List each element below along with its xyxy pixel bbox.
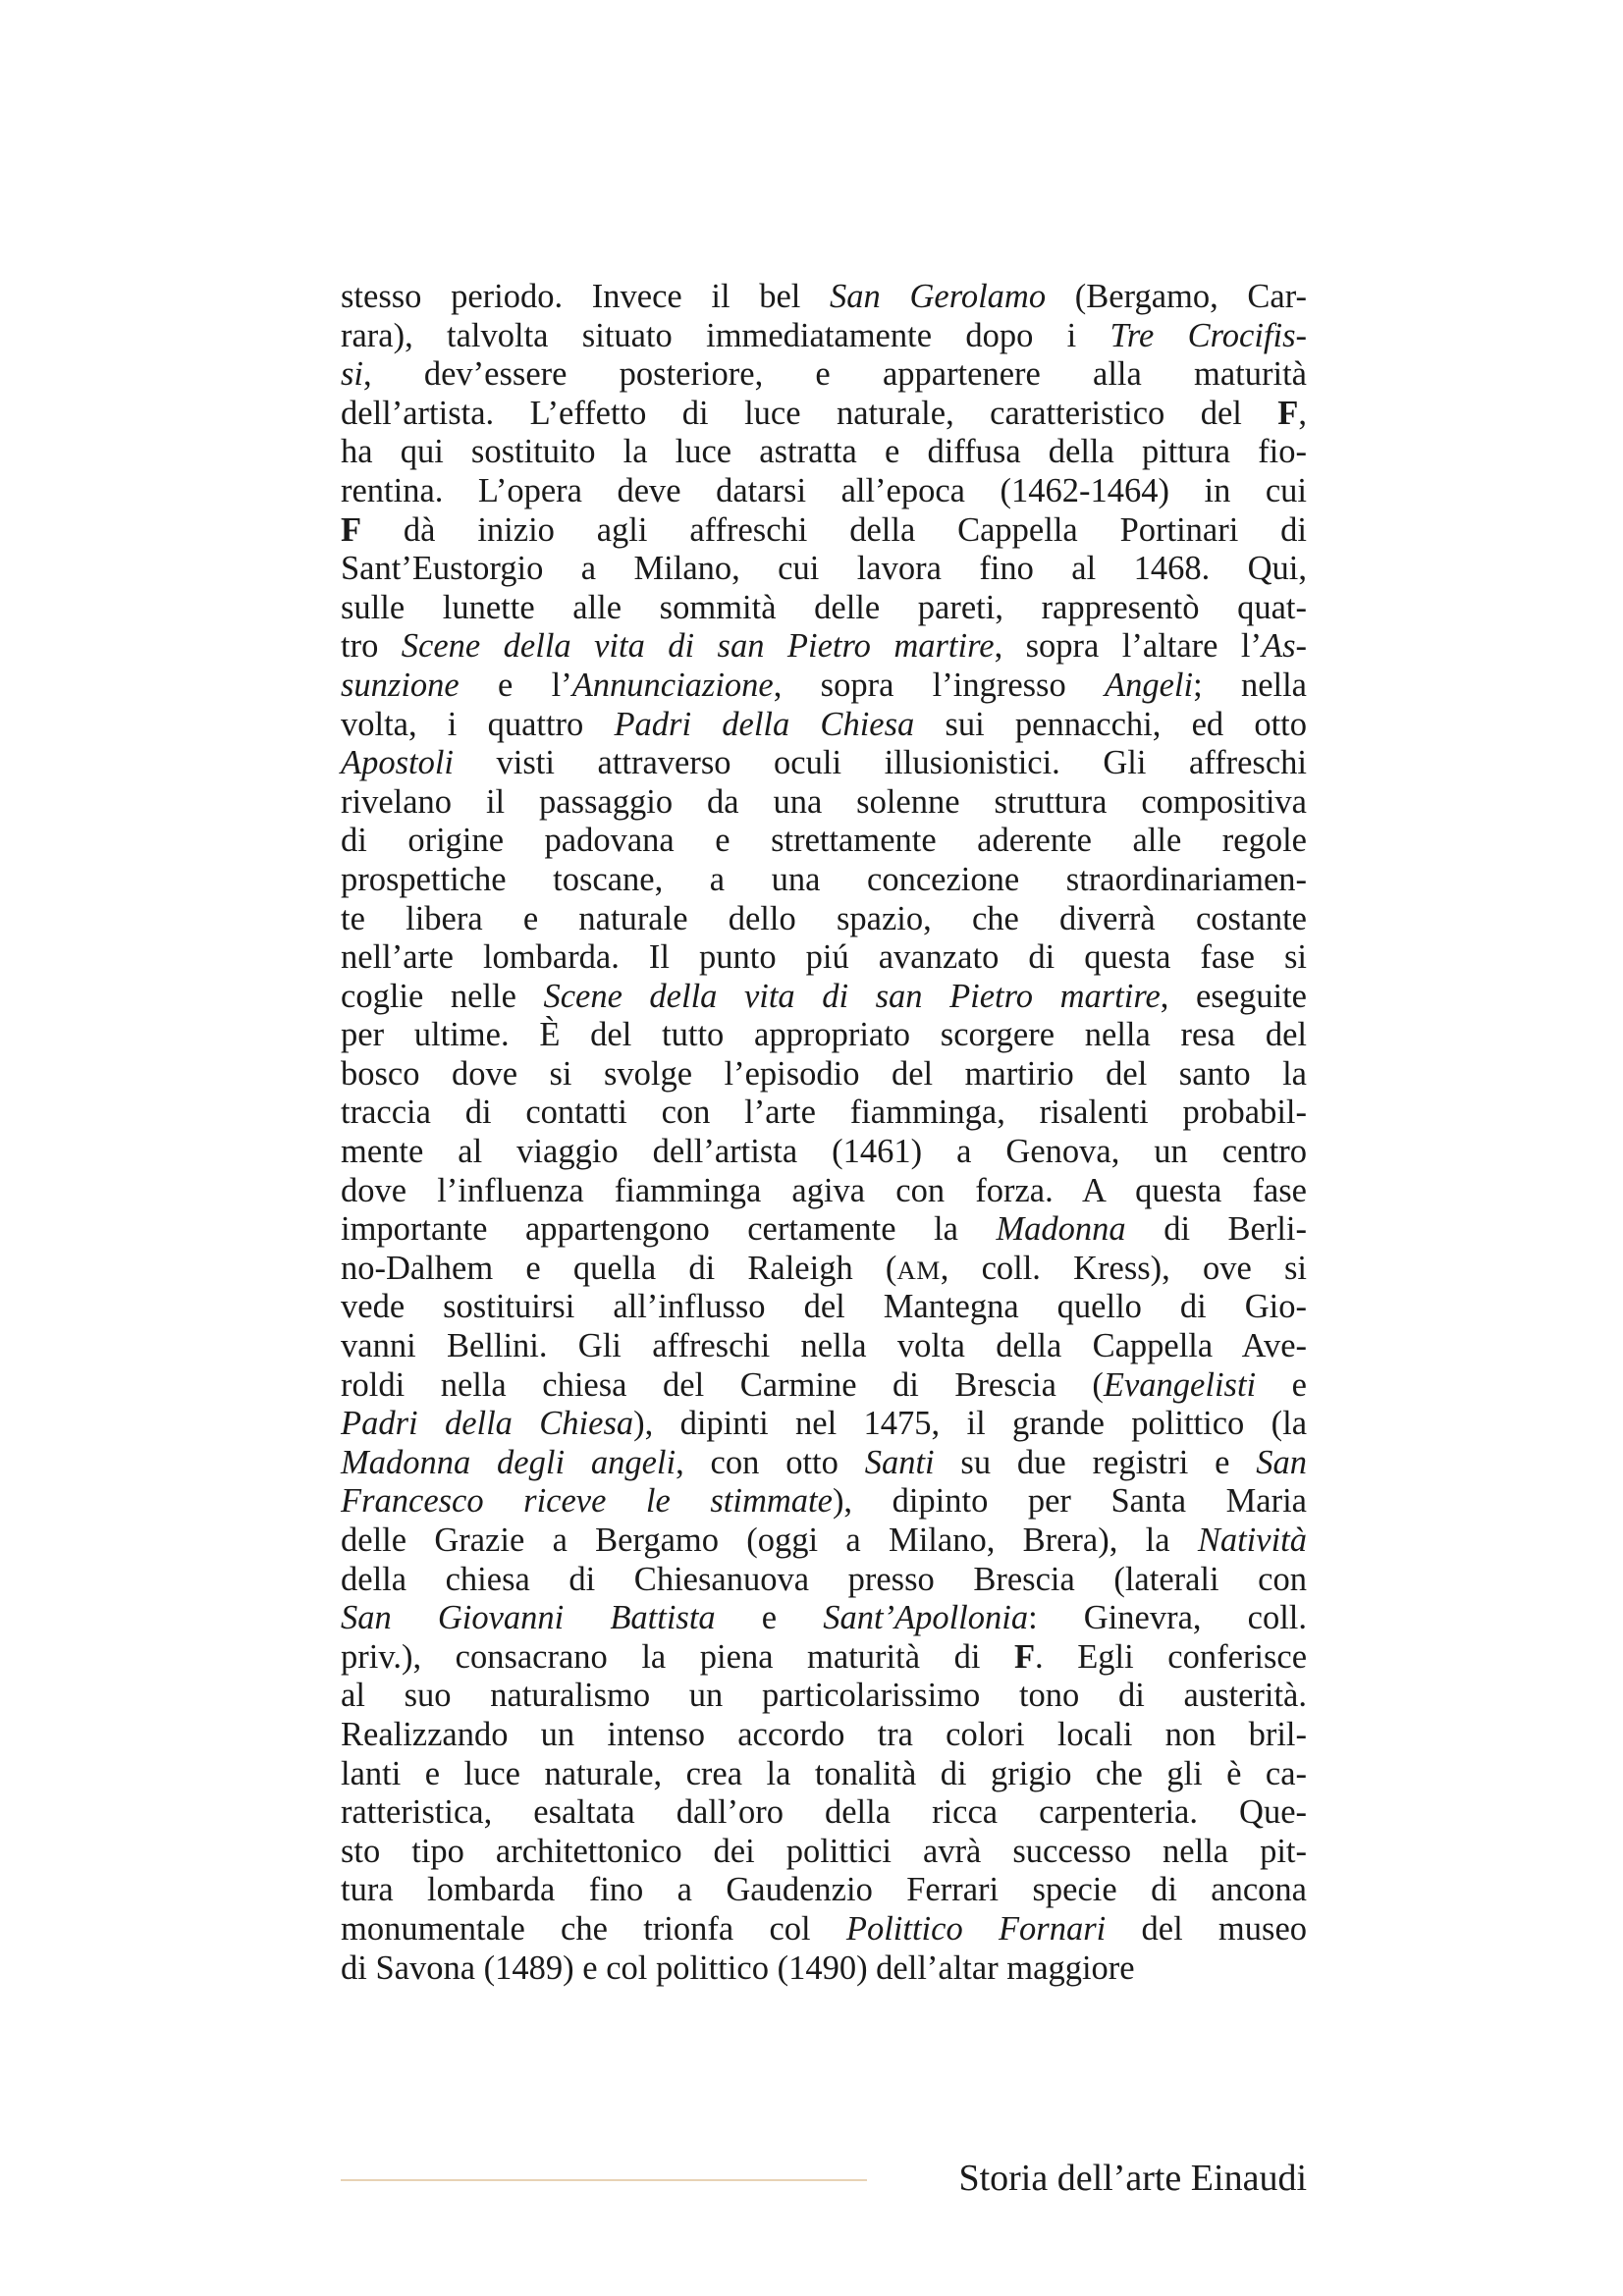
- text-segment: : Ginevra, coll.: [1028, 1599, 1307, 1637]
- text-segment: roldi nella chiesa del Carmine di Brescia (: [341, 1365, 1104, 1404]
- text-line: [341, 1910, 1307, 1949]
- text-line: [341, 1210, 1307, 1250]
- footer-rule: [341, 2179, 867, 2181]
- text-segment: tro: [341, 627, 402, 666]
- text-segment: tura lombarda fino a Gaudenzio Ferrari specie di ancona: [341, 1871, 1307, 1909]
- italic-segment: Padri della Chiesa: [341, 1405, 634, 1443]
- text-segment: vanni Bellini. Gli affreschi nella volta della Cappella Ave-: [341, 1327, 1307, 1365]
- italic-segment: Polittico Fornari: [845, 1909, 1107, 1948]
- text-line: [341, 822, 1307, 861]
- text-line: [341, 627, 1307, 667]
- bold-segment: F: [1013, 1637, 1036, 1676]
- italic-segment: San Gerolamo: [830, 278, 1047, 315]
- text-segment: ; nella: [1193, 666, 1307, 704]
- text-segment: bosco dove si svolge l’episodio del martirio del santo la: [341, 1054, 1307, 1093]
- text-segment: te libera e naturale dello spazio, che diverrà costante: [341, 899, 1307, 937]
- text-segment: sulle lunette alle sommità delle pareti, rappresentò quat-: [341, 588, 1307, 626]
- text-segment: dà inizio agli affreschi della Cappella Portinari di: [361, 510, 1307, 549]
- italic-segment: As-: [1262, 627, 1308, 666]
- text-segment: visti attraverso oculi illusionistici. Gli affreschi: [454, 744, 1307, 782]
- text-line: [341, 1522, 1307, 1561]
- text-line: [341, 938, 1307, 978]
- italic-segment: Tre Crocifis-: [1109, 316, 1307, 354]
- text-segment: ), dipinti nel 1475, il grande polittico (la: [633, 1405, 1308, 1443]
- text-line: [341, 433, 1307, 472]
- italic-segment: Annunciazione: [571, 666, 774, 704]
- text-line: [341, 1482, 1307, 1522]
- smallcaps-segment: AM: [896, 1255, 941, 1285]
- text-line: [341, 1288, 1307, 1327]
- text-segment: , sopra l’altare l’: [994, 627, 1263, 666]
- text-line: [341, 472, 1307, 511]
- footer-title: Storia dell’arte Einaudi: [958, 2158, 1307, 2199]
- text-line: [341, 1793, 1307, 1833]
- text-segment: stesso periodo. Invece il bel: [341, 278, 831, 315]
- text-segment: ratteristica, esaltata dall’oro della ricca carpenteria. Que-: [341, 1793, 1307, 1832]
- text-segment: per ultime. È del tutto appropriato scorgere nella resa del: [341, 1016, 1307, 1054]
- italic-segment: Angeli: [1105, 666, 1194, 704]
- text-line: [341, 1327, 1307, 1366]
- text-line: [341, 1366, 1307, 1406]
- italic-segment: Francesco riceve le stimmate: [341, 1482, 833, 1521]
- text-segment: (Bergamo, Car-: [1046, 278, 1307, 315]
- text-segment: e: [1256, 1365, 1307, 1404]
- text-segment: di Berli-: [1125, 1210, 1307, 1249]
- text-line: [341, 978, 1307, 1017]
- text-segment: , sopra l’ingresso: [773, 666, 1106, 704]
- text-segment: rara), talvolta situato immediatamente dopo i: [341, 316, 1110, 354]
- text-line: [341, 783, 1307, 823]
- text-segment: priv.), consacrano la piena maturità di: [341, 1637, 1014, 1676]
- text-segment: ha qui sostituito la luce astratta e diffusa della pittura fio-: [341, 433, 1307, 471]
- text-line: [341, 744, 1307, 783]
- text-line: [341, 1094, 1307, 1133]
- text-segment: Sant’Eustorgio a Milano, cui lavora fino al 1468. Qui,: [341, 550, 1307, 588]
- text-segment: nell’arte lombarda. Il punto piú avanzato di questa fase si: [341, 938, 1307, 977]
- text-segment: della chiesa di Chiesanuova presso Brescia (laterali con: [341, 1560, 1307, 1598]
- text-line: [341, 511, 1307, 551]
- italic-segment: sunzione: [341, 666, 460, 704]
- text-line: [341, 1133, 1307, 1172]
- text-segment: coglie nelle: [341, 977, 544, 1015]
- text-line: [341, 550, 1307, 589]
- text-segment: al suo naturalismo un particolarissimo tono di austerità.: [341, 1677, 1307, 1715]
- text-segment: . Egli conferisce: [1035, 1637, 1308, 1676]
- text-line: [341, 1172, 1307, 1211]
- text-segment: mente al viaggio dell’artista (1461) a Genova, un centro: [341, 1133, 1307, 1171]
- text-segment: volta, i quattro: [341, 705, 615, 743]
- text-segment: di origine padovana e strettamente aderente alle regole: [341, 822, 1307, 860]
- text-segment: sui pennacchi, ed otto: [914, 705, 1307, 743]
- text-line: [341, 1871, 1307, 1910]
- italic-segment: Madonna degli angeli: [341, 1443, 676, 1481]
- text-line: [341, 1599, 1307, 1638]
- text-segment: e l’: [459, 666, 572, 704]
- text-line: [341, 1444, 1307, 1483]
- text-segment: traccia di contatti con l’arte fiamminga, risalenti probabil-: [341, 1094, 1307, 1132]
- italic-segment: Evangelisti: [1103, 1365, 1257, 1404]
- text-segment: , dev’essere posteriore, e appartenere alla maturità: [363, 355, 1307, 394]
- text-segment: monumentale che trionfa col: [341, 1909, 846, 1948]
- text-line: [341, 667, 1307, 706]
- italic-segment: San: [1256, 1443, 1307, 1481]
- text-line: [341, 1716, 1307, 1755]
- text-segment: dell’artista. L’effetto di luce naturale, caratteristico del: [341, 394, 1278, 432]
- text-segment: del museo: [1106, 1909, 1308, 1948]
- text-segment: su due registri e: [934, 1443, 1257, 1481]
- text-line: [341, 900, 1307, 939]
- text-segment: ), dipinto per Santa Maria: [832, 1482, 1307, 1521]
- text-segment: di Savona (1489) e col polittico (1490) dell’altar maggiore: [341, 1949, 1135, 1987]
- text-line: [341, 1055, 1307, 1095]
- italic-segment: si: [341, 355, 364, 394]
- italic-segment: Natività: [1197, 1522, 1307, 1559]
- text-segment: sto tipo architettonico dei polittici avrà successo nella pit-: [341, 1832, 1307, 1870]
- bold-segment: F: [341, 510, 362, 549]
- text-segment: prospettiche toscane, a una concezione straordinariamen-: [341, 860, 1307, 898]
- text-line: [341, 1833, 1307, 1872]
- text-segment: lanti e luce naturale, crea la tonalità di grigio che gli è ca-: [341, 1754, 1307, 1792]
- italic-segment: Sant’Apollonia: [823, 1599, 1029, 1637]
- text-line: [341, 355, 1307, 395]
- text-line: [341, 1638, 1307, 1678]
- text-segment: , con otto: [676, 1443, 865, 1481]
- body-text: [341, 278, 1307, 1988]
- text-line: [341, 1677, 1307, 1716]
- text-line: [341, 1250, 1307, 1289]
- text-segment: , eseguite: [1160, 977, 1307, 1015]
- text-line: [341, 395, 1307, 434]
- text-segment: importante appartengono certamente la: [341, 1210, 997, 1249]
- italic-segment: Madonna: [996, 1210, 1126, 1249]
- text-line: [341, 1949, 1307, 1989]
- bold-segment: F: [1277, 394, 1299, 432]
- italic-segment: Padri della Chiesa: [614, 705, 915, 743]
- italic-segment: Scene della vita di san Pietro martire: [543, 977, 1161, 1015]
- text-segment: e: [715, 1599, 824, 1637]
- text-segment: vede sostituirsi all’influsso del Mantegna quello di Gio-: [341, 1288, 1307, 1326]
- text-segment: no-Dalhem e quella di Raleigh (: [341, 1249, 897, 1287]
- text-line: [341, 317, 1307, 356]
- text-segment: rentina. L’opera deve datarsi all’epoca (1462-1464) in cui: [341, 471, 1307, 509]
- italic-segment: Apostoli: [341, 744, 455, 782]
- italic-segment: Santi: [864, 1443, 935, 1481]
- text-segment: ,: [1298, 394, 1307, 432]
- text-line: [341, 1561, 1307, 1600]
- text-line: [341, 278, 1307, 317]
- text-line: [341, 706, 1307, 745]
- text-segment: rivelano il passaggio da una solenne struttura compositiva: [341, 782, 1307, 821]
- text-segment: dove l’influenza fiamminga agiva con forza. A questa fase: [341, 1171, 1307, 1209]
- text-line: [341, 589, 1307, 628]
- text-segment: , coll. Kress), ove si: [940, 1249, 1307, 1287]
- text-line: [341, 1016, 1307, 1055]
- text-line: [341, 1755, 1307, 1794]
- text-line: [341, 1405, 1307, 1444]
- italic-segment: San Giovanni Battista: [341, 1599, 716, 1637]
- italic-segment: Scene della vita di san Pietro martire: [401, 627, 995, 666]
- text-line: [341, 861, 1307, 900]
- text-segment: Realizzando un intenso accordo tra colori locali non bril-: [341, 1715, 1307, 1753]
- text-segment: delle Grazie a Bergamo (oggi a Milano, Brera), la: [341, 1522, 1198, 1559]
